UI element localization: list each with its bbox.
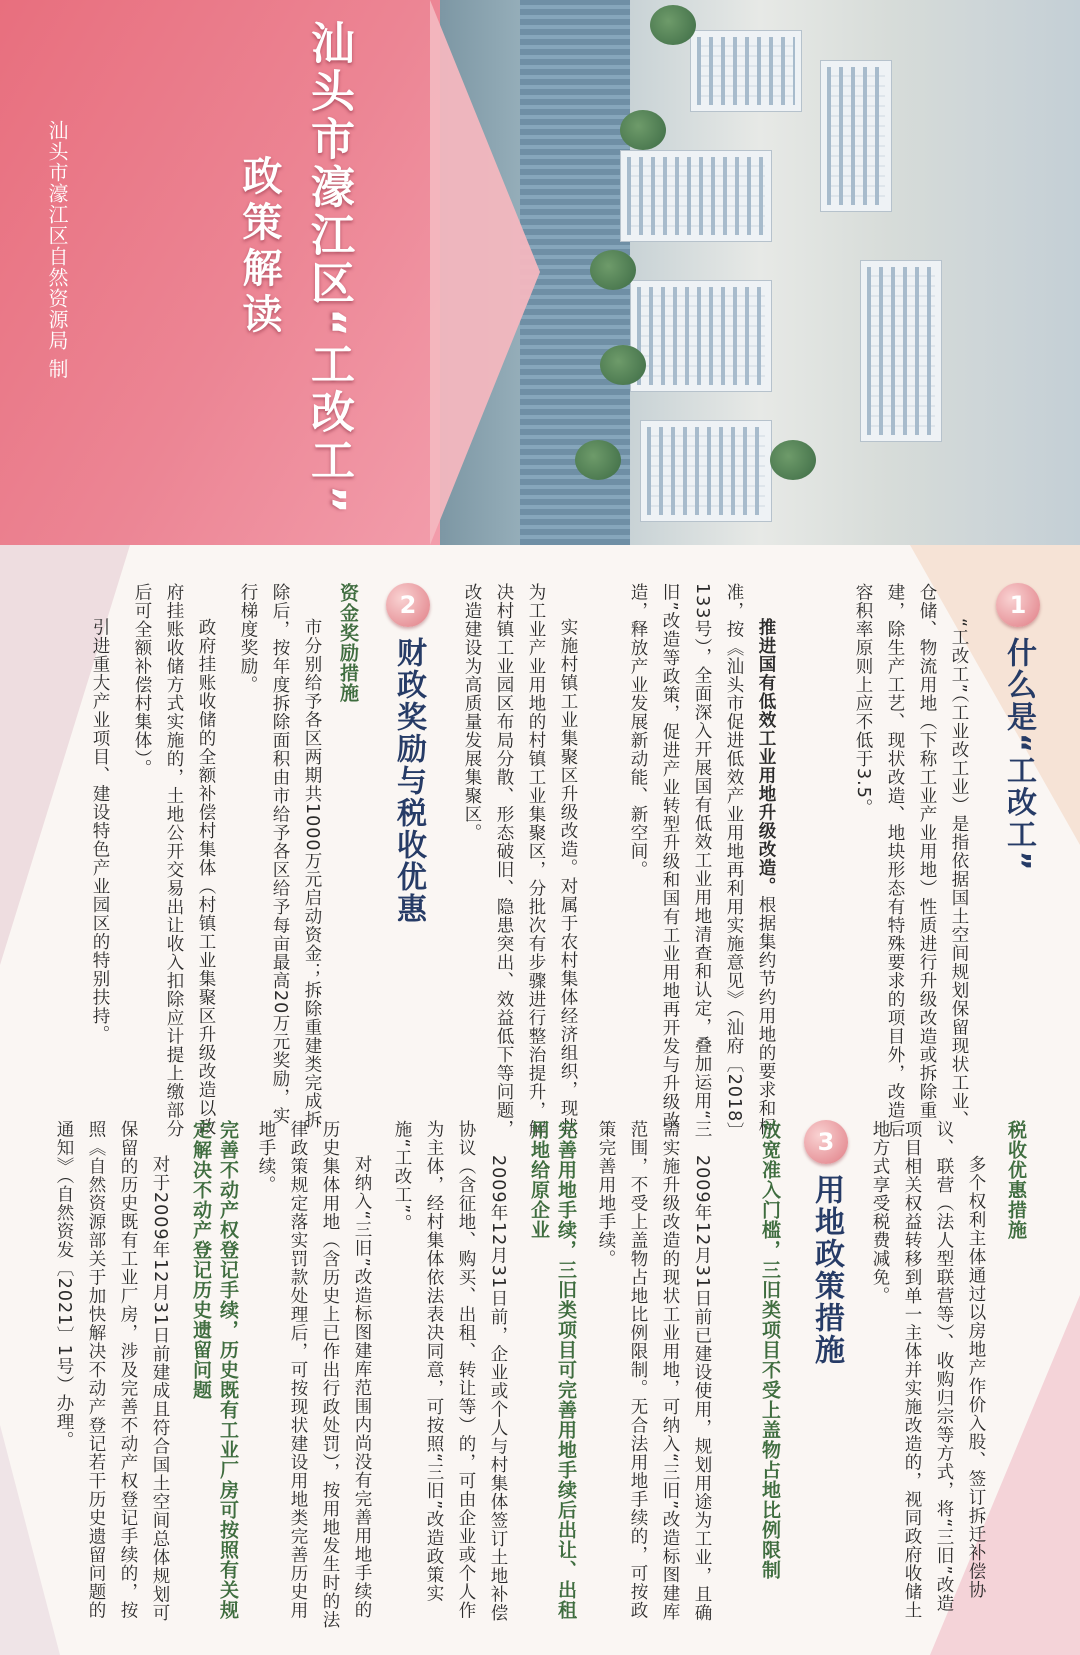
section-1-paragraph: 实施村镇工业集聚区升级改造。对属于农村集体经济组织，现状为工业产业用地的村镇工业集聚区，分批次有步骤进行整治提升，解决村镇工业园区布局分散、形态破旧、隐患突出、效益低下等问题，改造建设为高质量发展集聚区。	[462, 583, 578, 1138]
section-title: 什么是“工改工”	[1001, 637, 1036, 873]
section-title: 财政奖励与税收优惠	[391, 637, 426, 925]
section-3-paragraph: 对于2009年12月31日前建成且符合国土空间总体规划可保留的历史既有工业厂房，涉及完善不动产权登记手续的，按照《自然资源部关于加快解决不动产登记若干历史遗留问题的通知》（自然资发〔2021〕1号）办理。	[54, 1120, 170, 1623]
section-3-subheading: 完善用地手续，三旧类项目可完善用地手续后出让、出租用地给原企业	[528, 1120, 577, 1620]
cover-subtitle: 政策解读	[236, 155, 282, 339]
building	[620, 150, 772, 242]
pink-wedge-decoration	[430, 0, 540, 545]
section-number-badge: 2	[386, 583, 430, 627]
section-1-paragraph	[592, 583, 782, 1143]
section-1-header	[996, 583, 1040, 1143]
tree	[620, 110, 666, 150]
cover-title: 汕头市濠江区“工改工”	[303, 20, 354, 518]
section-1-paragraph: “工改工”（工业改工业）是指依据国土空间规划保留现状工业、仓储、物流用地（下称工业产业用地）性质进行升级改造或拆除重建，除生产工艺、现状改造、地块形态有特殊要求的项目外，改造后容积率原则上应不低于3.5。	[853, 583, 969, 1138]
section-3-subheading: 完善不动产权登记手续，历史既有工业厂房可按照有关规定解决不动产登记历史遗留问题	[190, 1120, 239, 1620]
building	[630, 280, 772, 392]
section-3-paragraph: 2009年12月31日前，企业或个人与村集体签订土地补偿协议（含征地、购买、出租、转让等）的，可由企业或个人作为主体，经村集体依法表决同意，可按照“三旧”改造政策实施“工改工”。	[392, 1120, 508, 1623]
section-3-subheading: 放宽准入门槛，三旧类项目不受上盖物占地比例限制	[759, 1120, 781, 1580]
section-3-paragraph: 2009年12月31日前已建设使用，规划用途为工业，且确需实施升级改造的现状工业用地，可纳入“三旧”改造标图建库范围，不受上盖物占地比例限制。无合法用地手续的，可按政策完善用地手续。	[596, 1120, 712, 1623]
section-3-paragraph: 对纳入“三旧”改造标图建库范围内尚没有完善用地手续的历史集体用地（含历史上已作出行政处罚），按用地发生时的法律政策规定落实罚款处理后，可按现状建设用地类完善历史用地手续。	[256, 1120, 372, 1630]
section-2-paragraph: 引进重大产业项目、建设特色产业园区的特别扶持。	[90, 618, 110, 1044]
building	[640, 420, 772, 522]
tree	[590, 250, 636, 290]
publisher-credit: 汕头市濠江区自然资源局 制	[45, 120, 69, 380]
section-2-paragraph: 市分别给予各区两期共1000万元启动资金；拆除重建类完成拆除后，按年度拆除面积由市给予各区给予每亩最高20万元奖励，实行梯度奖励。	[238, 583, 322, 1130]
section-2-subheading: 资金奖励措施	[337, 583, 359, 703]
tree	[600, 345, 646, 385]
building	[690, 30, 802, 112]
section-2-header	[386, 583, 430, 1143]
tax-paragraph: 多个权利主体通过以房地产作价入股、签订拆迁补偿协议、联营（法人型联营等）、收购归宗等方式，将“三旧”改造项目相关权益转移到单一主体并实施改造的，视同政府收储土地方式享受税费减免。	[870, 1120, 986, 1620]
policy-content	[0, 545, 1080, 1655]
tree	[575, 440, 621, 480]
building	[860, 260, 942, 442]
tax-subheading: 税收优惠措施	[1005, 1120, 1027, 1240]
tree	[650, 5, 696, 45]
section-2-paragraph: 政府挂账收储的全额补偿村集体（村镇工业集聚区升级改造以政府挂账收储方式实施的，土地公开交易出让收入扣除应计提上缴部分后可全额补偿村集体）。	[132, 583, 216, 1138]
section-3-header	[804, 1120, 848, 1630]
section-number-badge: 1	[996, 583, 1040, 627]
paragraph-lead: 推进国有低效工业用地升级改造。	[756, 618, 776, 896]
paragraph-body: 根据集约节约用地的要求和标准，按《汕头市促进低效产业用地再利用实施意见》（汕府〔2018〕133号），全面深入开展国有低效工业用地清查和认定，叠加运用“三旧”改造等政策，促进产业转型升级和国有工业用地再开发与升级改造，释放产业发展新动能、新空间。	[628, 583, 776, 1141]
section-number-badge: 3	[804, 1120, 848, 1164]
tree	[770, 440, 816, 480]
cover-banner	[0, 0, 1080, 545]
building	[820, 60, 892, 212]
section-title: 用地政策措施	[809, 1174, 844, 1366]
